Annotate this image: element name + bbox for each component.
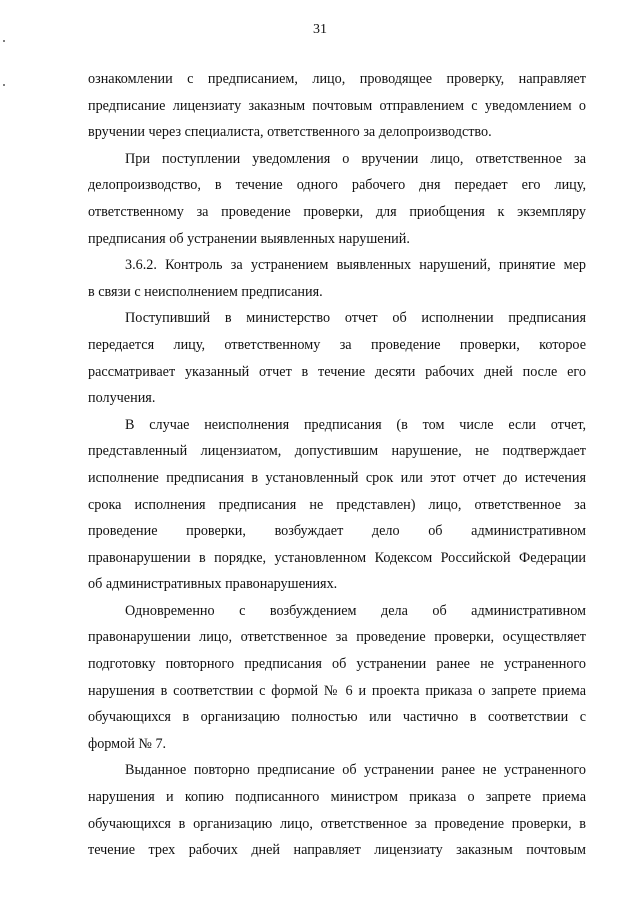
text-line: Поступивший в министерство отчет об исполнении предписания xyxy=(125,310,586,327)
text-line: правонарушении в порядке, установленном Кодексом Российской Федерации xyxy=(88,549,586,566)
text-line: нарушения в соответствии с формой № 6 и проекта приказа о запрете приема xyxy=(88,682,586,699)
text-line: подготовку повторного предписания об устранении ранее не устраненного xyxy=(88,656,586,673)
text-line: Выданное повторно предписание об устранении ранее не устраненного xyxy=(125,762,586,779)
text-line: передается лицу, ответственному за проведение проверки, которое xyxy=(88,336,586,353)
text-line: вручении через специалиста, ответственного за делопроизводство. xyxy=(88,124,492,141)
text-line: об административных правонарушениях. xyxy=(88,576,338,593)
text-line: течение трех рабочих дней направляет лицензиату заказным почтовым xyxy=(88,842,586,859)
text-line: обучающихся в организацию лицо, ответственное за проведение проверки, в xyxy=(88,815,586,832)
text-line: в связи с неисполнением предписания. xyxy=(88,283,323,300)
text-line: ознакомлении с предписанием, лицо, проводящее проверку, направляет xyxy=(88,71,586,87)
text-line: Одновременно с возбуждением дела об административном xyxy=(125,602,586,619)
scan-speck xyxy=(3,84,5,86)
text-line: срока исполнения предписания не представлен) лицо, ответственное за xyxy=(88,496,586,513)
text-line: исполнение предписания в установленный срок или этот отчет до истечения xyxy=(88,469,586,486)
text-line: нарушения и копию подписанного министром приказа о запрете приема xyxy=(88,789,586,806)
text-line: предписание лицензиату заказным почтовым отправлением с уведомлением о xyxy=(88,97,586,114)
text-line: предписания об устранении выявленных нарушений. xyxy=(88,230,410,247)
text-line: обучающихся в организацию полностью или частично в соответствии с xyxy=(88,709,586,726)
text-line: правонарушении лицо, ответственное за проведение проверки, осуществляет xyxy=(88,629,586,646)
scan-speck xyxy=(3,40,5,42)
text-line: представленный лицензиатом, допустившим нарушение, не подтверждает xyxy=(88,443,586,460)
text-line: В случае неисполнения предписания (в том числе если отчет, xyxy=(125,416,586,433)
text-line: ответственному за проведение проверки, для приобщения к экземпляру xyxy=(88,203,586,220)
text-line: делопроизводство, в течение одного рабочего дня передает его лицу, xyxy=(88,177,586,194)
document-body xyxy=(88,66,586,864)
text-line: 3.6.2. Контроль за устранением выявленных нарушений, принятие мер xyxy=(125,257,586,274)
text-line: рассматривает указанный отчет в течение десяти рабочих дней после его xyxy=(88,363,586,380)
text-line: формой № 7. xyxy=(88,735,167,752)
page-number: 31 xyxy=(313,22,327,37)
text-line: проведение проверки, возбуждает дело об административном xyxy=(88,523,586,540)
text-line: получения. xyxy=(88,390,156,407)
text-line: При поступлении уведомления о вручении лицо, ответственное за xyxy=(125,150,586,167)
